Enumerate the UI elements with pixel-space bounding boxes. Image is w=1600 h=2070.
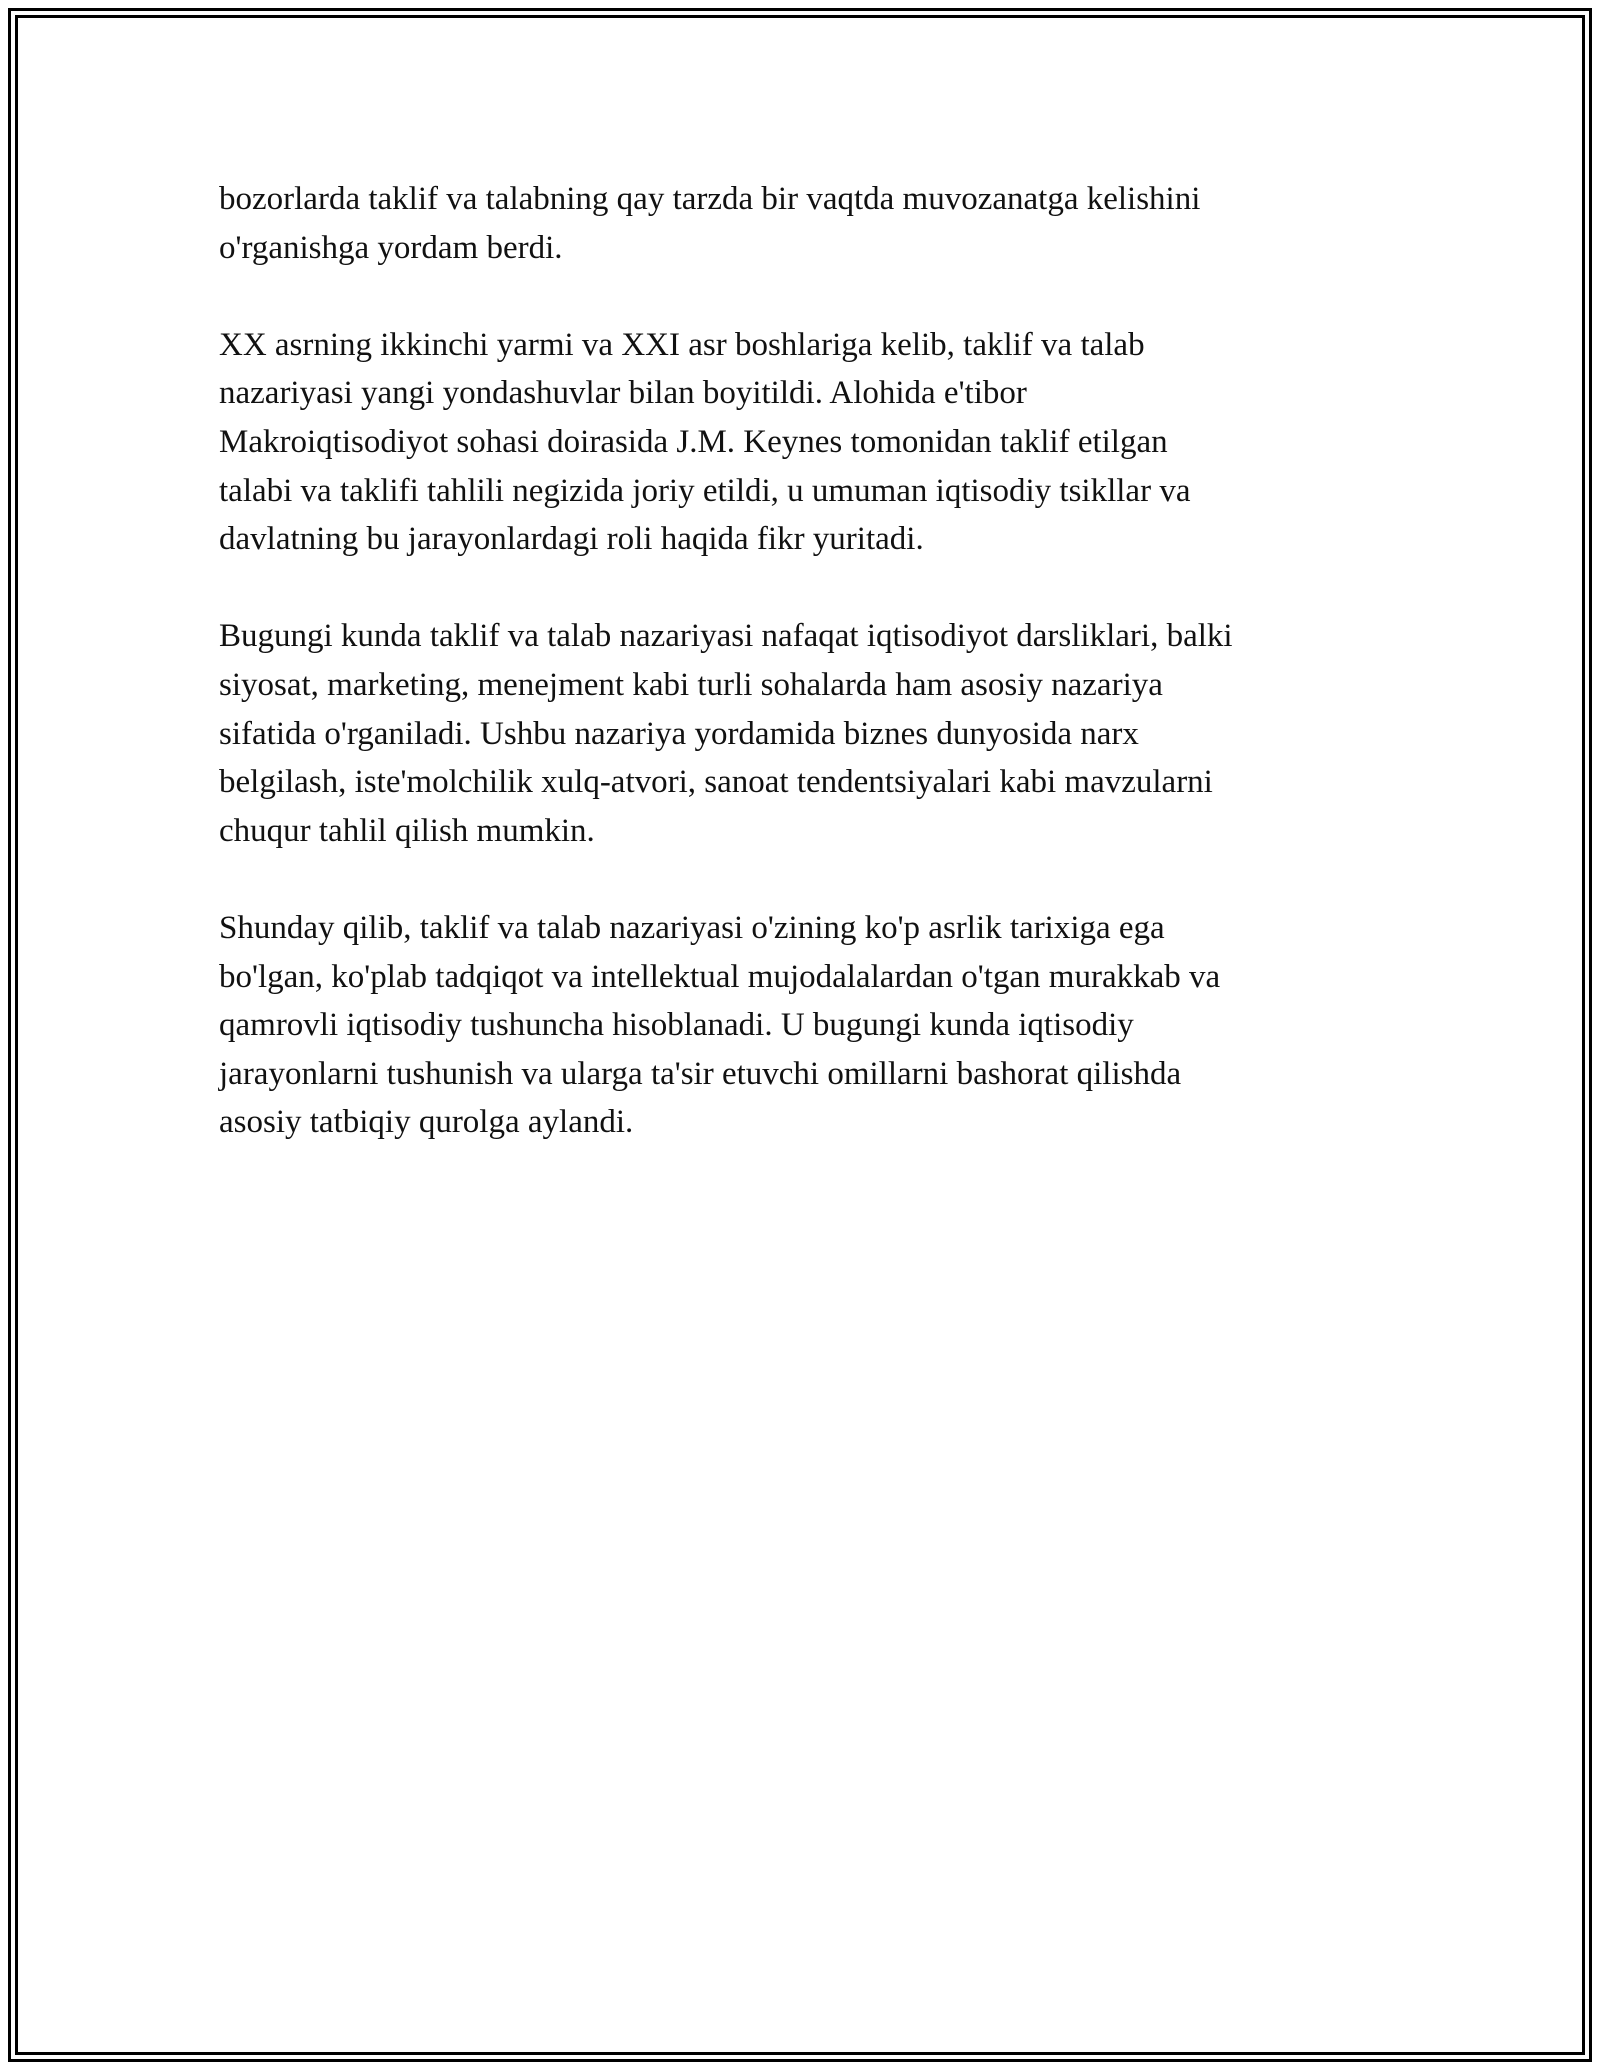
text-line: davlatning bu jarayonlardagi roli haqida fikr yuritadi. [219,521,924,558]
text-line: XX asrning ikkinchi yarmi va XXI asr boshlariga kelib, taklif va talab [219,326,1145,363]
text-line: Makroiqtisodiyot sohasi doirasida J.M. Keynes tomonidan taklif etilgan [219,423,1168,460]
paragraph [219,904,1369,1147]
text-line: jarayonlarni tushunish va ularga ta'sir etuvchi omillarni bashorat qilishda [219,1055,1182,1092]
paragraph [219,321,1369,564]
text-line: sifatida o'rganiladi. Ushbu nazariya yordamida biznes dunyosida narx [219,715,1139,752]
text-line: siyosat, marketing, menejment kabi turli sohalarda ham asosiy nazariya [219,666,1163,703]
text-line: Shunday qilib, taklif va talab nazariyasi o'zining ko'p asrlik tarixiga ega [219,909,1165,946]
text-line: asosiy tatbiqiy qurolga aylandi. [219,1104,634,1141]
paragraph [219,612,1369,855]
text-line: Bugungi kunda taklif va talab nazariyasi nafaqat iqtisodiyot darsliklari, balki [219,618,1233,655]
text-line: belgilash, iste'molchilik xulq-atvori, sanoat tendentsiyalari kabi mavzularni [219,764,1213,801]
document-body [219,175,1369,1147]
paragraph [219,175,1369,272]
text-line: bozorlarda taklif va talabning qay tarzda bir vaqtda muvozanatga kelishini [219,181,1201,217]
text-line: chuqur tahlil qilish mumkin. [219,812,595,849]
text-line: nazariyasi yangi yondashuvlar bilan boyitildi. Alohida e'tibor [219,375,1027,412]
text-line: bo'lgan, ko'plab tadqiqot va intellektual mujodalalardan o'tgan murakkab va [219,958,1221,995]
text-line: o'rganishga yordam berdi. [219,229,563,266]
text-line: talabi va taklifi tahlili negizida joriy etildi, u umuman iqtisodiy tsikllar va [219,472,1191,509]
text-line: qamrovli iqtisodiy tushuncha hisoblanadi. U bugungi kunda iqtisodiy [219,1007,1134,1044]
